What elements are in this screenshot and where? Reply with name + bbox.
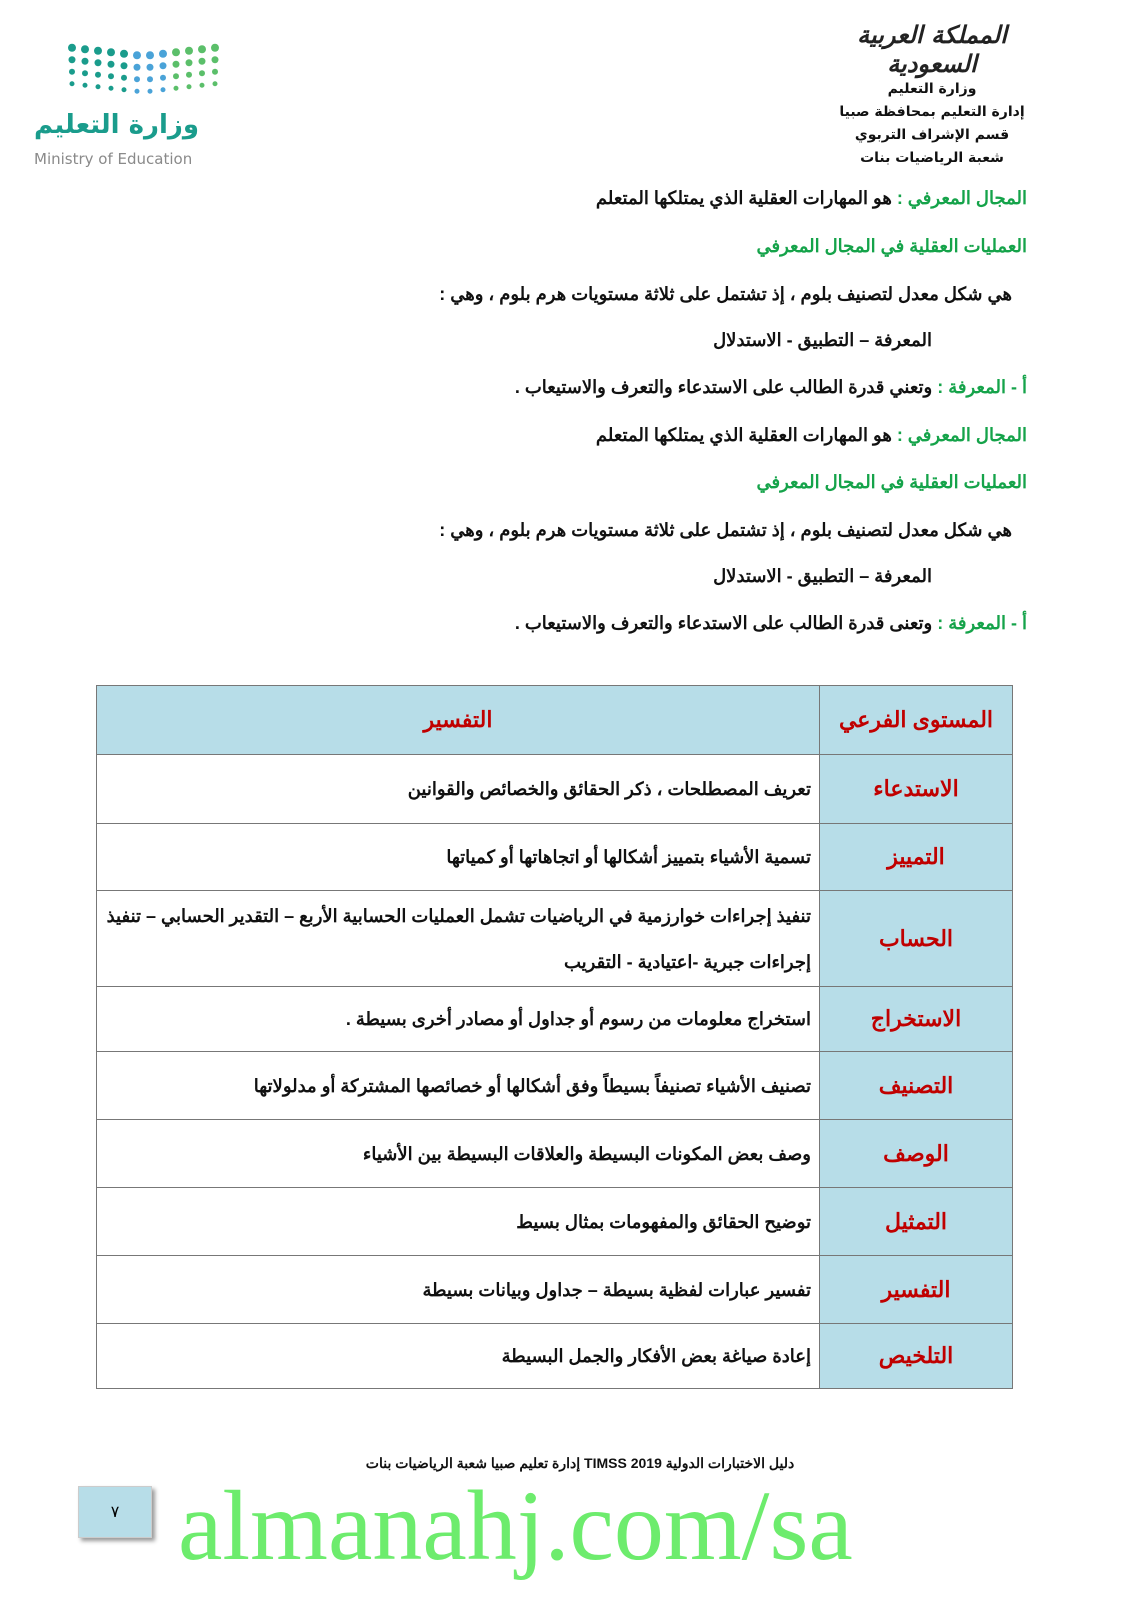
level-cell: التلخيص (820, 1324, 1013, 1389)
body-line (439, 284, 1012, 305)
table-row (97, 824, 1013, 891)
body-line-label: أ - المعرفة : (932, 377, 1027, 397)
body-line (756, 472, 1027, 493)
header-explanation: التفسير (97, 686, 820, 755)
body-line (596, 188, 1027, 209)
level-cell: التمييز (820, 824, 1013, 891)
letterhead-line: شعبة الرياضيات بنات (860, 150, 1004, 166)
ministry-logo (30, 38, 230, 178)
kingdom-title: المملكة العربية السعودية (857, 20, 1007, 78)
body-line-text: المعرفة – التطبيق - الاستدلال (713, 330, 932, 350)
level-cell: التمثيل (820, 1188, 1013, 1256)
body-line (713, 330, 932, 351)
body-line (439, 520, 1012, 541)
table-row (97, 1188, 1013, 1256)
logo-arabic: وزارة التعليم (34, 110, 199, 140)
body-line-text: هو المهارات العقلية الذي يمتلكها المتعلم (595, 188, 892, 208)
body-line-text: المعرفة – التطبيق - الاستدلال (713, 566, 932, 586)
level-cell: التصنيف (820, 1052, 1013, 1120)
body-line-label: العمليات العقلية في المجال المعرفي (756, 472, 1027, 492)
watermark: almanahj.com/sa (178, 1470, 853, 1581)
table-row (97, 755, 1013, 824)
body-line-label: العمليات العقلية في المجال المعرفي (756, 236, 1027, 256)
body-line (596, 425, 1027, 446)
level-cell: الحساب (820, 891, 1013, 987)
header-level: المستوى الفرعي (820, 686, 1013, 755)
body-line-text: هي شكل معدل لتصنيف بلوم ، إذ تشتمل على ثلاثة مستويات هرم بلوم ، وهي : (439, 284, 1012, 304)
level-cell: الوصف (820, 1120, 1013, 1188)
level-cell: التفسير (820, 1256, 1013, 1324)
logo-dots-icon (64, 38, 234, 108)
body-line-text: وتعني قدرة الطالب على الاستدعاء والتعرف والاستيعاب . (514, 377, 933, 397)
explanation-cell: تعريف المصطلحات ، ذكر الحقائق والخصائص والقوانين (97, 755, 820, 824)
table-row (97, 1256, 1013, 1324)
table-row (97, 891, 1013, 987)
explanation-cell: وصف بعض المكونات البسيطة والعلاقات البسيطة بين الأشياء (97, 1120, 820, 1188)
body-line (515, 613, 1027, 634)
body-line-text: هو المهارات العقلية الذي يمتلكها المتعلم (595, 425, 892, 445)
skills-table (96, 685, 1013, 1389)
explanation-cell: توضيح الحقائق والمفهومات بمثال بسيط (97, 1188, 820, 1256)
logo-english: Ministry of Education (34, 150, 193, 168)
body-line-text: هي شكل معدل لتصنيف بلوم ، إذ تشتمل على ثلاثة مستويات هرم بلوم ، وهي : (439, 520, 1012, 540)
table-row (97, 1324, 1013, 1389)
body-line (713, 566, 932, 587)
explanation-cell: تسمية الأشياء بتمييز أشكالها أو اتجاهاتها أو كمياتها (97, 824, 820, 891)
explanation-cell: تصنيف الأشياء تصنيفاً بسيطاً وفق أشكالها أو خصائصها المشتركة أو مدلولاتها (97, 1052, 820, 1120)
letterhead-line: قسم الإشراف التربوي (854, 127, 1010, 143)
level-cell: الاستخراج (820, 987, 1013, 1052)
body-line-label: المجال المعرفي : (891, 425, 1027, 445)
body-line (515, 377, 1027, 398)
level-cell: الاستدعاء (820, 755, 1013, 824)
letterhead (812, 20, 1052, 170)
body-line-label: المجال المعرفي : (891, 188, 1027, 208)
table-row (97, 987, 1013, 1052)
table-header-row (97, 686, 1013, 755)
page-number: ٧ (78, 1486, 152, 1538)
explanation-cell: تنفيذ إجراءات خوارزمية في الرياضيات تشمل العمليات الحسابية الأربع – التقدير الحسابي – تنفيذ إجراءات جبرية -اعتيادية - التقريب (97, 891, 820, 987)
footer-text: دليل الاختبارات الدولية TIMSS 2019 إدارة تعليم صبيا شعبة الرياضيات بنات (365, 1455, 795, 1471)
table-row (97, 1052, 1013, 1120)
table-row (97, 1120, 1013, 1188)
explanation-cell: إعادة صياغة بعض الأفكار والجمل البسيطة (97, 1324, 820, 1389)
explanation-cell: استخراج معلومات من رسوم أو جداول أو مصادر أخرى بسيطة . (97, 987, 820, 1052)
letterhead-line: إدارة التعليم بمحافظة صبيا (839, 104, 1025, 120)
body-line-text: وتعنى قدرة الطالب على الاستدعاء والتعرف والاستيعاب . (514, 613, 933, 633)
letterhead-line: وزارة التعليم (887, 81, 977, 97)
body-line-label: أ - المعرفة : (932, 613, 1027, 633)
explanation-cell: تفسير عبارات لفظية بسيطة – جداول وبيانات بسيطة (97, 1256, 820, 1324)
body-line (756, 236, 1027, 257)
